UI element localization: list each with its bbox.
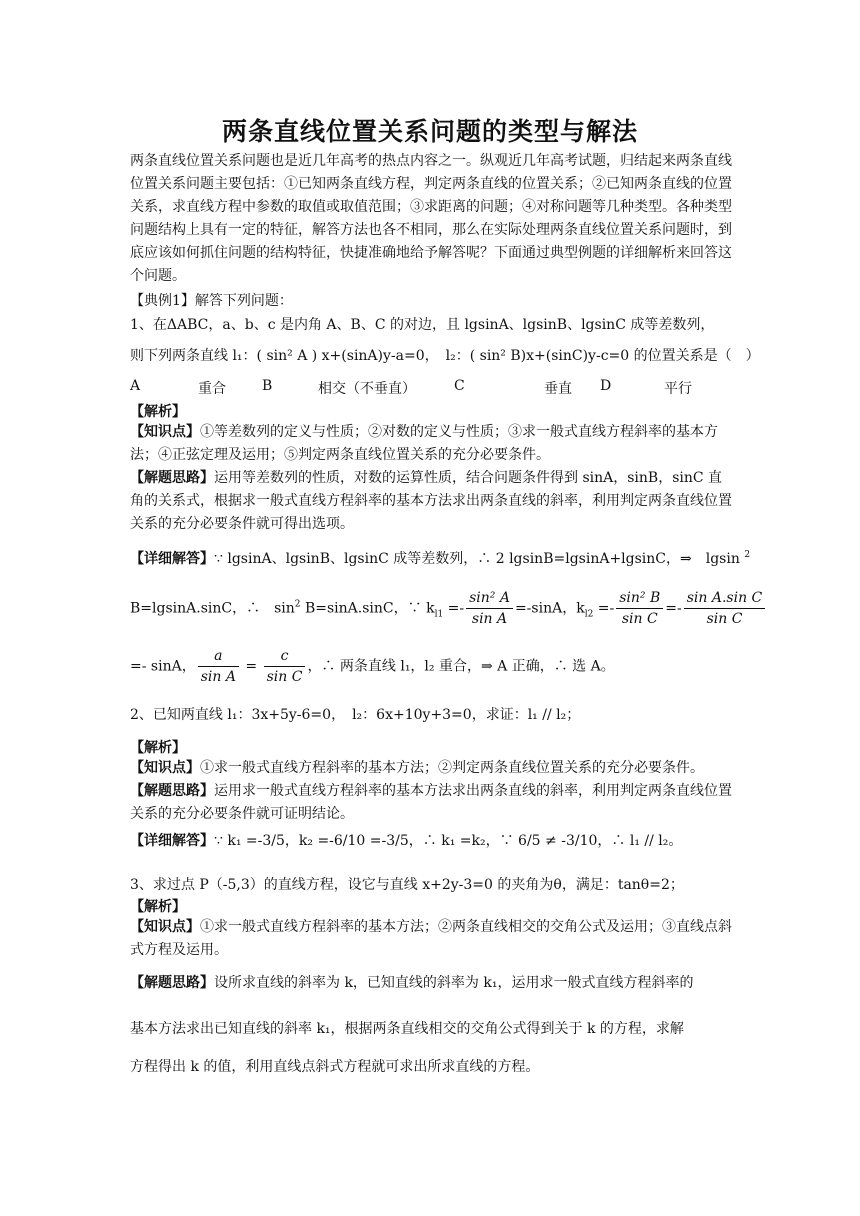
q1-detail-text2a: B=lgsinA.sinC，∴ sin <box>130 600 295 617</box>
document-title: 两条直线位置关系问题的类型与解法 <box>221 117 638 146</box>
q1-detail-text2c: =-sinA，k <box>514 600 585 617</box>
fraction-a-over-sinA: $\frac{a}{\text{sin A}}$ <box>198 646 239 687</box>
q1-detail-line2: B=lgsinA.sinC，∴ $\sin^2 B=\sin A.\sin C$，∵ $k_{l1}$ =- $\frac{\text{sin² A}}{\text{sin A}}$ =-sinA，$k_{l2}$ =- $\frac{\text{sin² B}}{\text{sin C}}$ =- $\frac{\text{sin A.sin C}}{\text{sin C}}$ <box>130 588 767 629</box>
q3-idea-line3: 方程得出 k 的值，利用直线点斜式方程就可求出所求直线的方程。 <box>130 1059 540 1075</box>
option-d-letter: D <box>600 378 612 394</box>
idea-label: 【解题思路】 <box>130 470 214 486</box>
q1-knowledge-text: ①等差数列的定义与性质；②对数的定义与性质；③求一般式直线方程斜率的基本方法；④正弦定理及运用；⑤判定两条直线位置关系的充分必要条件。 <box>130 424 718 463</box>
q1-idea-text: 运用等差数列的性质，对数的运算性质，结合问题条件得到 sinA，sinB，sinC 直角的关系式，根据求一般式直线方程斜率的基本方法求出两条直线的斜率，利用判定两条直线位置关系的充分必要条件就可得出选项。 <box>130 470 732 532</box>
q1-detail-text1: ∵ lgsinA、lgsinB、lgsinC 成等差数列，∴ 2 lgsinB=lgsinA+lgsinC，⇒ lgsin <box>214 551 740 567</box>
example-heading: 【典例1】解答下列问题： <box>130 293 293 309</box>
q2-idea: 【解题思路】运用求一般式直线方程斜率的基本方法求出两条直线的斜率，利用判定两条直线位置关系的充分必要条件就可证明结论。 <box>130 783 732 822</box>
q2-detail: 【详细解答】∵ k₁ =-3/5，k₂ =-6/10 =-3/5，∴ k₁ =k₂，∵ 6/5 ≠ -3/10，∴ l₁ // l₂。 <box>130 833 683 849</box>
q2-analysis-label: 【解析】 <box>130 740 186 756</box>
knowledge-label: 【知识点】 <box>130 424 200 440</box>
q1-knowledge <box>130 421 734 467</box>
option-c-text: 垂直 <box>544 381 572 397</box>
fraction-sinAsinC-over-sinC: $\frac{\text{sin A.sin C}}{\text{sin C}}$ <box>684 588 766 629</box>
option-a-text: 重合 <box>198 381 226 397</box>
q1-detail-text2b: B=sinA.sinC，∵ k <box>304 600 435 617</box>
option-c-letter: C <box>454 378 465 394</box>
q1-detail-text3a: =- sinA， <box>130 658 196 675</box>
q1-detail-line3: =- sinA， $\frac{a}{\text{sin A}}$ = $\frac{c}{\text{sin C}}$ ，∴ 两条直线 l₁，l₂ 重合，⇒ A 正确，∴ 选 A。 <box>130 648 615 685</box>
fraction-c-over-sinC: $\frac{c}{\text{sin C}}$ <box>264 646 306 687</box>
q1-stem-line2: 则下列两条直线 l₁：( sin² A ) x+(sinA)y-a=0， l₂：( sin² B)x+(sinC)y-c=0 的位置关系是（ ） <box>130 348 760 364</box>
detail-label: 【详细解答】 <box>130 551 214 567</box>
q3-idea-line1: 【解题思路】设所求直线的斜率为 k，已知直线的斜率为 k₁，运用求一般式直线方程斜率的 <box>130 975 694 991</box>
q3-idea-line2: 基本方法求出已知直线的斜率 k₁，根据两条直线相交的交角公式得到关于 k 的方程，求解 <box>130 1021 684 1037</box>
q1-stem-line1: 1、在ΔABC，a、b、c 是内角 A、B、C 的对边，且 lgsinA、lgsinB、lgsinC 成等差数列， <box>130 317 715 333</box>
fraction-sin2A-over-sinA: $\frac{\text{sin² A}}{\text{sin A}}$ <box>466 588 513 629</box>
option-b-text: 相交（不垂直） <box>318 381 416 397</box>
q3-stem: 3、求过点 P（-5,3）的直线方程，设它与直线 x+2y-3=0 的夹角为θ，满足：tanθ=2； <box>130 877 684 893</box>
q3-analysis-label: 【解析】 <box>130 899 186 915</box>
intro-paragraph: 两条直线位置关系问题也是近几年高考的热点内容之一。纵观近几年高考试题，归结起来两条直线位置关系问题主要包括：①已知两条直线方程，判定两条直线的位置关系；②已知两条直线的位置关系，求直线方程中参数的取值或取值范围；③求距离的问题；④对称问题等几种类型。各种类型问题结构上具有一定的特征，解答方法也各不相同，那么在实际处理两条直线位置关系问题时，到底应该如何抓住问题的结构特征，快捷准确地给予解答呢？下面通过典型例题的详细解析来回答这个问题。 <box>130 153 732 284</box>
q1-detail-text3b: ，∴ 两条直线 l₁，l₂ 重合，⇒ A 正确，∴ 选 A。 <box>307 658 615 675</box>
q2-stem: 2、已知两直线 l₁：3x+5y-6=0， l₂：6x+10y+3=0，求证：l₁ // l₂； <box>130 707 581 723</box>
option-d-text: 平行 <box>664 381 692 397</box>
q1-detail-line1 <box>130 548 750 568</box>
q1-idea <box>130 467 734 536</box>
square-sup: 2 <box>744 550 751 560</box>
option-a-letter: A <box>130 378 141 394</box>
q3-knowledge: 【知识点】①求一般式直线方程斜率的基本方法；②两条直线相交的交角公式及运用；③直线点斜式方程及运用。 <box>130 919 732 958</box>
q2-knowledge: 【知识点】①求一般式直线方程斜率的基本方法；②判定两条直线位置关系的充分必要条件。 <box>130 760 704 776</box>
q2-detail-text: ∵ k₁ =-3/5，k₂ =-6/10 =-3/5，∴ k₁ =k₂，∵ 6/5 ≠ -3/10，∴ l₁ // l₂。 <box>214 833 683 849</box>
fraction-sin2B-over-sinC: $\frac{\text{sin² B}}{\text{sin C}}$ <box>616 588 663 629</box>
q1-analysis-label: 【解析】 <box>130 404 186 420</box>
option-b-letter: B <box>262 378 273 394</box>
